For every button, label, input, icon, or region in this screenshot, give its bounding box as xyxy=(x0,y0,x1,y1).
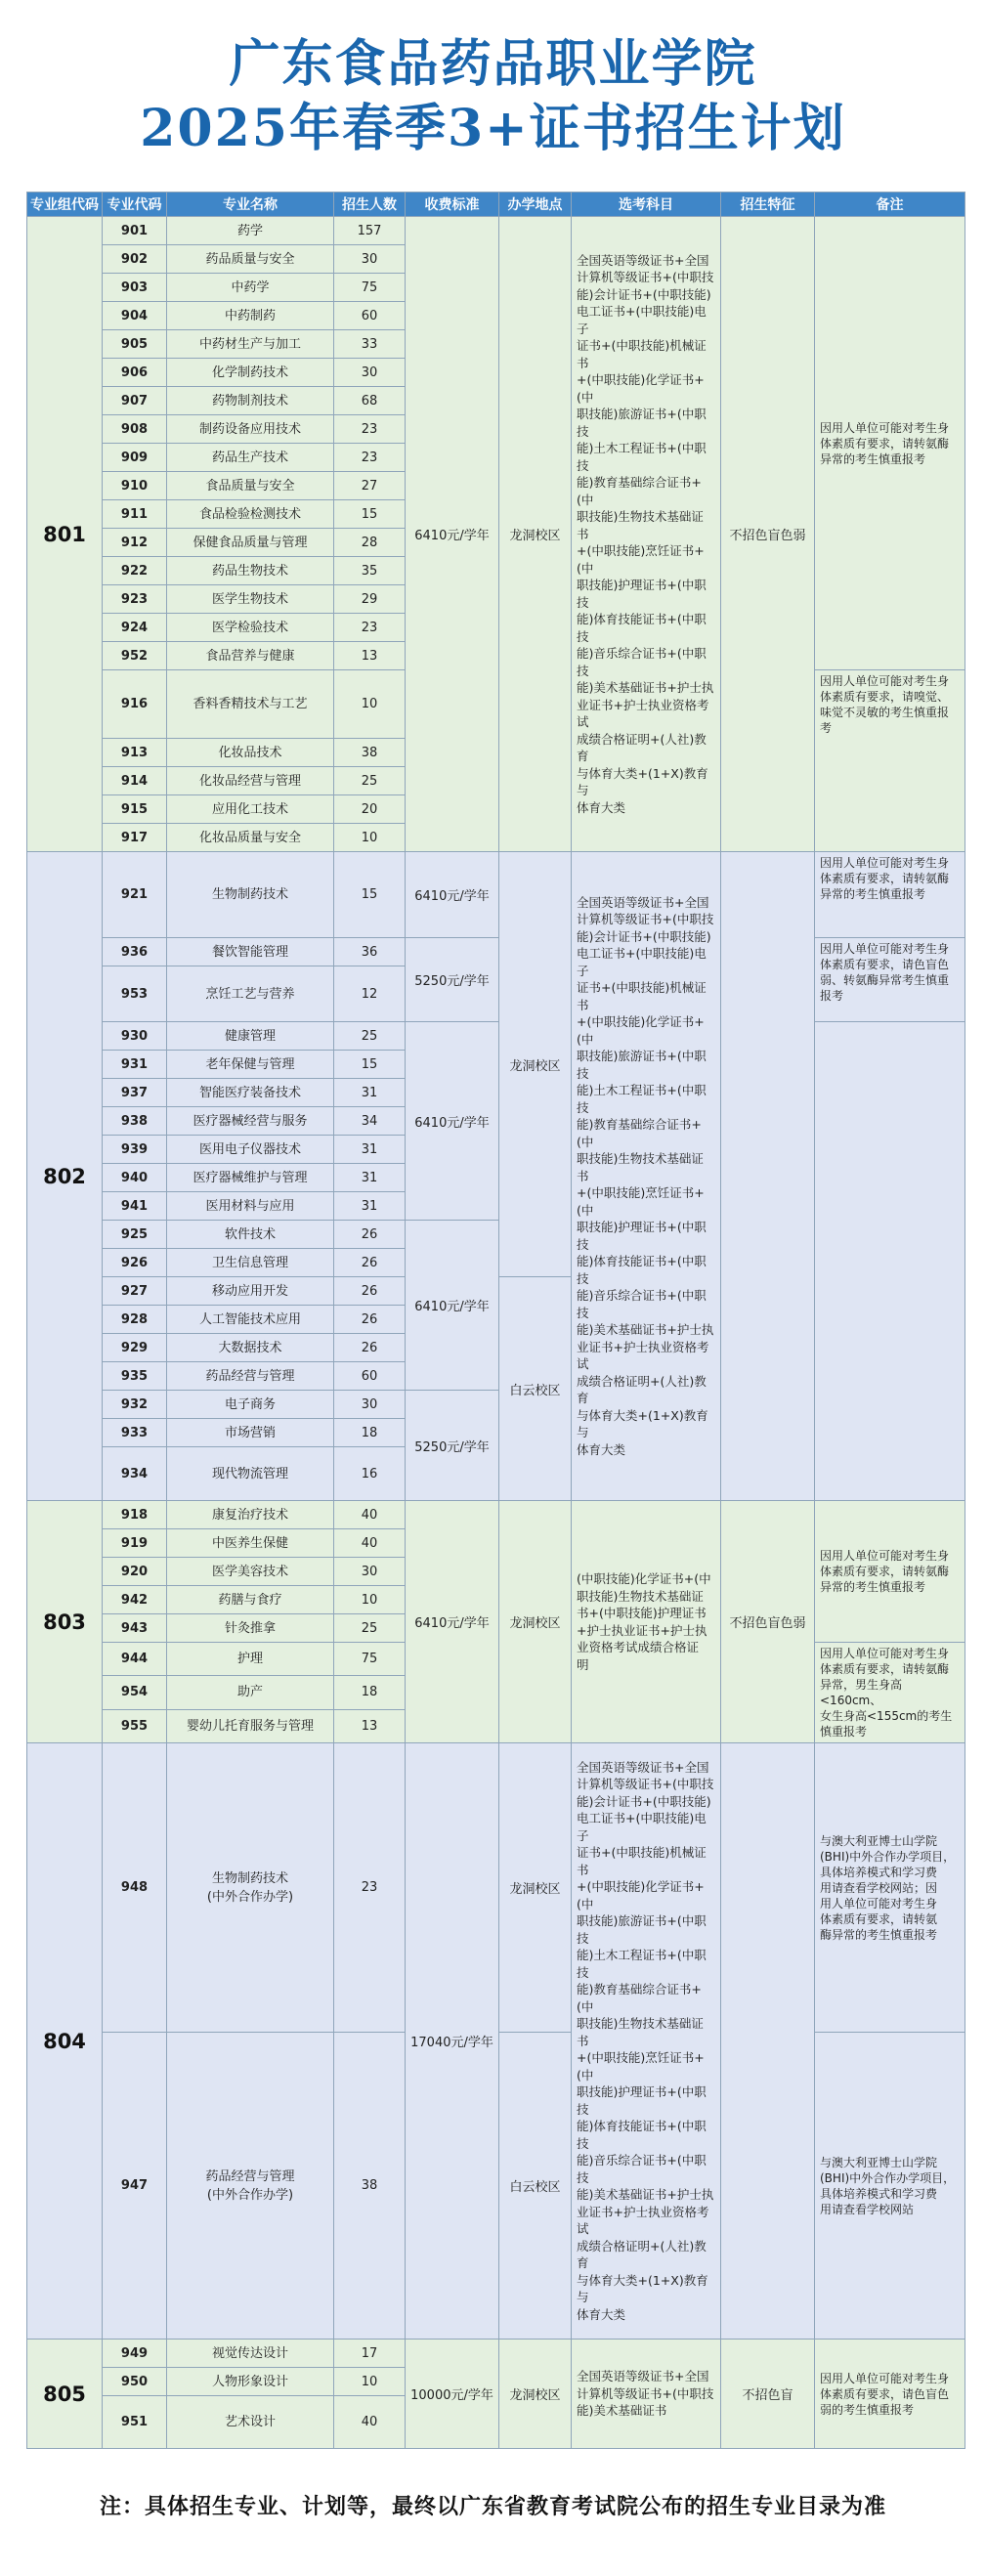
quota: 36 xyxy=(334,938,406,966)
major-name: 婴幼儿托育服务与管理 xyxy=(167,1709,334,1742)
major-name: 助产 xyxy=(167,1676,334,1709)
note: 因用人单位可能对考生身 体素质有要求，请转氨酶 异常的考生慎重报考 xyxy=(815,217,965,670)
major-name: 医学检验技术 xyxy=(167,614,334,642)
elective-subjects: 全国英语等级证书+全国 计算机等级证书+(中职技 能)会计证书+(中职技能) 电工证书+(中职技能)电子 证书+(中职技能)机械证书 +(中职技能)化学证书+(中 职技能)旅游证书+(中职技 能)土木工程证书+(中职技 能)教育基础综合证书+(中 职技能)生物技术基础证书 +(中职技能)烹饪证书+(中 职技能)护理证书+(中职技 能)体育技能证书+(中职技 能)音乐综合证书+(中职技 能)美术基础证书+护士执 业证书+护士执业资格考试 成绩合格证明+(人社)教育 与体育大类+(1+X)教育与 体育大类 xyxy=(572,852,721,1501)
header-fee: 收费标准 xyxy=(406,193,499,217)
major-code: 923 xyxy=(103,585,167,614)
quota: 10 xyxy=(334,670,406,739)
quota: 25 xyxy=(334,1614,406,1643)
major-name: 健康管理 xyxy=(167,1022,334,1051)
major-code: 942 xyxy=(103,1586,167,1614)
quota: 16 xyxy=(334,1447,406,1501)
major-code: 909 xyxy=(103,444,167,472)
enrollment-table xyxy=(26,192,965,2449)
note: 与澳大利亚博士山学院 (BHI)中外合作办学项目， 具体培养模式和学习费 用请查看学校网站；因 用人单位可能对考生身 体素质有要求，请转氨 酶异常的考生慎重报考 xyxy=(815,1743,965,2033)
major-code: 927 xyxy=(103,1277,167,1306)
quota: 30 xyxy=(334,359,406,387)
note: 因用人单位可能对考生身 体素质有要求，请转氨酶 异常的考生慎重报考 xyxy=(815,1501,965,1643)
quota: 10 xyxy=(334,2368,406,2396)
group-code: 804 xyxy=(27,1743,103,2340)
fee: 6410元/学年 xyxy=(406,217,499,852)
location: 龙洞校区 xyxy=(499,2340,572,2449)
major-code: 902 xyxy=(103,245,167,274)
quota: 20 xyxy=(334,795,406,824)
quota: 34 xyxy=(334,1107,406,1136)
major-code: 930 xyxy=(103,1022,167,1051)
note: 与澳大利亚博士山学院 (BHI)中外合作办学项目， 具体培养模式和学习费 用请查看学校网站 xyxy=(815,2033,965,2340)
fee: 10000元/学年 xyxy=(406,2340,499,2449)
major-code: 935 xyxy=(103,1362,167,1391)
header-major-code: 专业代码 xyxy=(103,193,167,217)
major-name: 食品营养与健康 xyxy=(167,642,334,670)
major-code: 933 xyxy=(103,1419,167,1447)
quota: 68 xyxy=(334,387,406,415)
major-code: 937 xyxy=(103,1079,167,1107)
note: 因用人单位可能对考生身 体素质有要求，请色盲色 弱的考生慎重报考 xyxy=(815,2340,965,2449)
major-code: 912 xyxy=(103,529,167,557)
quota: 75 xyxy=(334,274,406,302)
quota: 38 xyxy=(334,739,406,767)
quota: 15 xyxy=(334,500,406,529)
major-code: 922 xyxy=(103,557,167,585)
header-group-code: 专业组代码 xyxy=(27,193,103,217)
major-code: 939 xyxy=(103,1136,167,1164)
major-name: 医学美容技术 xyxy=(167,1558,334,1586)
quota: 15 xyxy=(334,852,406,938)
major-name: 中药制药 xyxy=(167,302,334,330)
major-name: 针灸推拿 xyxy=(167,1614,334,1643)
major-name: 护理 xyxy=(167,1643,334,1676)
table-row xyxy=(27,938,965,966)
quota: 10 xyxy=(334,824,406,852)
major-name: 化妆品技术 xyxy=(167,739,334,767)
table-row xyxy=(27,217,965,245)
fee: 6410元/学年 xyxy=(406,1022,499,1221)
major-code: 952 xyxy=(103,642,167,670)
group-code: 802 xyxy=(27,852,103,1501)
quota: 31 xyxy=(334,1164,406,1192)
quota: 23 xyxy=(334,614,406,642)
major-code: 906 xyxy=(103,359,167,387)
table-row xyxy=(27,1501,965,1529)
table-row xyxy=(27,2340,965,2368)
quota: 23 xyxy=(334,444,406,472)
quota: 26 xyxy=(334,1249,406,1277)
major-code: 954 xyxy=(103,1676,167,1709)
fee: 6410元/学年 xyxy=(406,1501,499,1743)
major-name: 人工智能技术应用 xyxy=(167,1306,334,1334)
quota: 18 xyxy=(334,1676,406,1709)
quota: 30 xyxy=(334,1558,406,1586)
major-name: 餐饮智能管理 xyxy=(167,938,334,966)
quota: 75 xyxy=(334,1643,406,1676)
major-code: 934 xyxy=(103,1447,167,1501)
major-code: 904 xyxy=(103,302,167,330)
quota: 35 xyxy=(334,557,406,585)
location: 龙洞校区 xyxy=(499,217,572,852)
major-name: 老年保健与管理 xyxy=(167,1051,334,1079)
major-name: 食品检验检测技术 xyxy=(167,500,334,529)
major-name: 药品经营与管理 xyxy=(167,1362,334,1391)
quota: 25 xyxy=(334,1022,406,1051)
fee: 17040元/学年 xyxy=(406,1743,499,2340)
note: 因用人单位可能对考生身 体素质有要求，请嗅觉、 味觉不灵敏的考生慎重报 考 xyxy=(815,670,965,852)
elective-subjects: 全国英语等级证书+全国 计算机等级证书+(中职技 能)会计证书+(中职技能) 电工证书+(中职技能)电子 证书+(中职技能)机械证书 +(中职技能)化学证书+(中 职技能)旅游证书+(中职技 能)土木工程证书+(中职技 能)教育基础综合证书+(中 职技能)生物技术基础证书 +(中职技能)烹饪证书+(中 职技能)护理证书+(中职技 能)体育技能证书+(中职技 能)音乐综合证书+(中职技 能)美术基础证书+护士执 业证书+护士执业资格考试 成绩合格证明+(人社)教育 与体育大类+(1+X)教育与 体育大类 xyxy=(572,217,721,852)
major-code: 943 xyxy=(103,1614,167,1643)
quota: 38 xyxy=(334,2033,406,2340)
major-code: 932 xyxy=(103,1391,167,1419)
quota: 25 xyxy=(334,767,406,795)
major-code: 950 xyxy=(103,2368,167,2396)
major-code: 949 xyxy=(103,2340,167,2368)
group-code: 801 xyxy=(27,217,103,852)
header-quota: 招生人数 xyxy=(334,193,406,217)
enrollment-feature: 不招色盲色弱 xyxy=(721,1501,815,1743)
major-name: 软件技术 xyxy=(167,1221,334,1249)
major-code: 925 xyxy=(103,1221,167,1249)
major-name: 药学 xyxy=(167,217,334,245)
major-code: 921 xyxy=(103,852,167,938)
major-name: 现代物流管理 xyxy=(167,1447,334,1501)
major-name: 药品生物技术 xyxy=(167,557,334,585)
major-name: 制药设备应用技术 xyxy=(167,415,334,444)
major-name: 医疗器械经营与服务 xyxy=(167,1107,334,1136)
major-code: 911 xyxy=(103,500,167,529)
major-name: 化妆品经营与管理 xyxy=(167,767,334,795)
quota: 27 xyxy=(334,472,406,500)
major-name: 智能医疗装备技术 xyxy=(167,1079,334,1107)
major-name: 卫生信息管理 xyxy=(167,1249,334,1277)
major-name: 应用化工技术 xyxy=(167,795,334,824)
location: 龙洞校区 xyxy=(499,1743,572,2033)
major-name: 电子商务 xyxy=(167,1391,334,1419)
table-row xyxy=(27,852,965,938)
quota: 60 xyxy=(334,302,406,330)
quota: 23 xyxy=(334,415,406,444)
major-code: 926 xyxy=(103,1249,167,1277)
quota: 17 xyxy=(334,2340,406,2368)
quota: 12 xyxy=(334,966,406,1022)
major-name: 保健食品质量与管理 xyxy=(167,529,334,557)
major-code: 905 xyxy=(103,330,167,359)
group-code: 805 xyxy=(27,2340,103,2449)
major-name: 艺术设计 xyxy=(167,2396,334,2449)
major-code: 955 xyxy=(103,1709,167,1742)
quota: 18 xyxy=(334,1419,406,1447)
major-code: 940 xyxy=(103,1164,167,1192)
major-name: 市场营销 xyxy=(167,1419,334,1447)
enrollment-feature: 不招色盲色弱 xyxy=(721,217,815,852)
major-name: 食品质量与安全 xyxy=(167,472,334,500)
table-header-row xyxy=(27,193,965,217)
enrollment-feature: 不招色盲 xyxy=(721,2340,815,2449)
major-code: 903 xyxy=(103,274,167,302)
major-name: 医用材料与应用 xyxy=(167,1192,334,1221)
major-name: 医疗器械维护与管理 xyxy=(167,1164,334,1192)
header-location: 办学地点 xyxy=(499,193,572,217)
group-code: 803 xyxy=(27,1501,103,1743)
major-name: 生物制药技术 xyxy=(167,852,334,938)
elective-subjects: (中职技能)化学证书+(中 职技能)生物技术基础证 书+(中职技能)护理证书 +护士执业证书+护士执 业资格考试成绩合格证 明 xyxy=(572,1501,721,1743)
header-major-name: 专业名称 xyxy=(167,193,334,217)
quota: 157 xyxy=(334,217,406,245)
quota: 15 xyxy=(334,1051,406,1079)
major-code: 901 xyxy=(103,217,167,245)
note: 因用人单位可能对考生身 体素质有要求，请转氨酶 异常的考生慎重报考 xyxy=(815,852,965,938)
major-code: 910 xyxy=(103,472,167,500)
quota: 40 xyxy=(334,1501,406,1529)
location: 龙洞校区 xyxy=(499,852,572,1277)
quota: 26 xyxy=(334,1306,406,1334)
location: 白云校区 xyxy=(499,2033,572,2340)
enrollment-feature xyxy=(721,852,815,1501)
major-code: 924 xyxy=(103,614,167,642)
quota: 30 xyxy=(334,245,406,274)
major-code: 951 xyxy=(103,2396,167,2449)
major-code: 920 xyxy=(103,1558,167,1586)
major-name: 药品质量与安全 xyxy=(167,245,334,274)
major-name: 药物制剂技术 xyxy=(167,387,334,415)
major-name: 视觉传达设计 xyxy=(167,2340,334,2368)
major-name: 中药学 xyxy=(167,274,334,302)
major-code: 953 xyxy=(103,966,167,1022)
quota: 13 xyxy=(334,642,406,670)
note xyxy=(815,1022,965,1501)
major-code: 947 xyxy=(103,2033,167,2340)
quota: 31 xyxy=(334,1192,406,1221)
enrollment-feature xyxy=(721,1743,815,2340)
major-name: 医学生物技术 xyxy=(167,585,334,614)
major-code: 914 xyxy=(103,767,167,795)
major-name: 药膳与食疗 xyxy=(167,1586,334,1614)
quota: 60 xyxy=(334,1362,406,1391)
major-code: 908 xyxy=(103,415,167,444)
major-code: 929 xyxy=(103,1334,167,1362)
fee: 5250元/学年 xyxy=(406,1391,499,1501)
major-name: 烹饪工艺与营养 xyxy=(167,966,334,1022)
quota: 40 xyxy=(334,1529,406,1558)
location: 龙洞校区 xyxy=(499,1501,572,1743)
major-code: 936 xyxy=(103,938,167,966)
table-row xyxy=(27,1022,965,1051)
header-notes: 备注 xyxy=(815,193,965,217)
major-name: 康复治疗技术 xyxy=(167,1501,334,1529)
header-feature: 招生特征 xyxy=(721,193,815,217)
major-code: 931 xyxy=(103,1051,167,1079)
major-code: 916 xyxy=(103,670,167,739)
header-subjects: 选考科目 xyxy=(572,193,721,217)
table-row xyxy=(27,1743,965,2033)
quota: 26 xyxy=(334,1221,406,1249)
major-code: 938 xyxy=(103,1107,167,1136)
major-code: 944 xyxy=(103,1643,167,1676)
elective-subjects: 全国英语等级证书+全国 计算机等级证书+(中职技 能)美术基础证书 xyxy=(572,2340,721,2449)
major-name: 化妆品质量与安全 xyxy=(167,824,334,852)
major-code: 928 xyxy=(103,1306,167,1334)
quota: 31 xyxy=(334,1136,406,1164)
quota: 29 xyxy=(334,585,406,614)
major-name: 人物形象设计 xyxy=(167,2368,334,2396)
major-code: 915 xyxy=(103,795,167,824)
major-name: 中药材生产与加工 xyxy=(167,330,334,359)
quota: 23 xyxy=(334,1743,406,2033)
elective-subjects: 全国英语等级证书+全国 计算机等级证书+(中职技 能)会计证书+(中职技能) 电工证书+(中职技能)电子 证书+(中职技能)机械证书 +(中职技能)化学证书+(中 职技能)旅游证书+(中职技 能)土木工程证书+(中职技 能)教育基础综合证书+(中 职技能)生物技术基础证书 +(中职技能)烹饪证书+(中 职技能)护理证书+(中职技 能)体育技能证书+(中职技 能)音乐综合证书+(中职技 能)美术基础证书+护士执 业证书+护士执业资格考试 成绩合格证明+(人社)教育 与体育大类+(1+X)教育与 体育大类 xyxy=(572,1743,721,2340)
page-title: 广东食品药品职业学院 xyxy=(229,34,757,94)
quota: 40 xyxy=(334,2396,406,2449)
note: 因用人单位可能对考生身 体素质有要求，请色盲色 弱、转氨酶异常考生慎重 报考 xyxy=(815,938,965,1022)
quota: 26 xyxy=(334,1334,406,1362)
major-code: 917 xyxy=(103,824,167,852)
quota: 30 xyxy=(334,1391,406,1419)
major-code: 913 xyxy=(103,739,167,767)
major-name: 大数据技术 xyxy=(167,1334,334,1362)
major-code: 919 xyxy=(103,1529,167,1558)
major-code: 941 xyxy=(103,1192,167,1221)
quota: 26 xyxy=(334,1277,406,1306)
major-name: 香料香精技术与工艺 xyxy=(167,670,334,739)
quota: 13 xyxy=(334,1709,406,1742)
major-name: 生物制药技术 (中外合作办学) xyxy=(167,1743,334,2033)
major-name: 中医养生保健 xyxy=(167,1529,334,1558)
fee: 5250元/学年 xyxy=(406,938,499,1022)
fee: 6410元/学年 xyxy=(406,852,499,938)
quota: 31 xyxy=(334,1079,406,1107)
footer-note: 注：具体招生专业、计划等，最终以广东省教育考试院公布的招生专业目录为准 xyxy=(99,2495,886,2519)
quota: 33 xyxy=(334,330,406,359)
major-name: 移动应用开发 xyxy=(167,1277,334,1306)
note: 因用人单位可能对考生身 体素质有要求，请转氨酶 异常，男生身高<160cm、 女生身高<155cm的考生 慎重报考 xyxy=(815,1643,965,1743)
major-code: 918 xyxy=(103,1501,167,1529)
quota: 28 xyxy=(334,529,406,557)
major-name: 药品经营与管理 (中外合作办学) xyxy=(167,2033,334,2340)
location: 白云校区 xyxy=(499,1277,572,1501)
quota: 10 xyxy=(334,1586,406,1614)
major-name: 医用电子仪器技术 xyxy=(167,1136,334,1164)
major-name: 化学制药技术 xyxy=(167,359,334,387)
major-code: 948 xyxy=(103,1743,167,2033)
fee: 6410元/学年 xyxy=(406,1221,499,1391)
major-name: 药品生产技术 xyxy=(167,444,334,472)
major-code: 907 xyxy=(103,387,167,415)
page-subtitle: 2025年春季3+证书招生计划 xyxy=(140,99,846,158)
